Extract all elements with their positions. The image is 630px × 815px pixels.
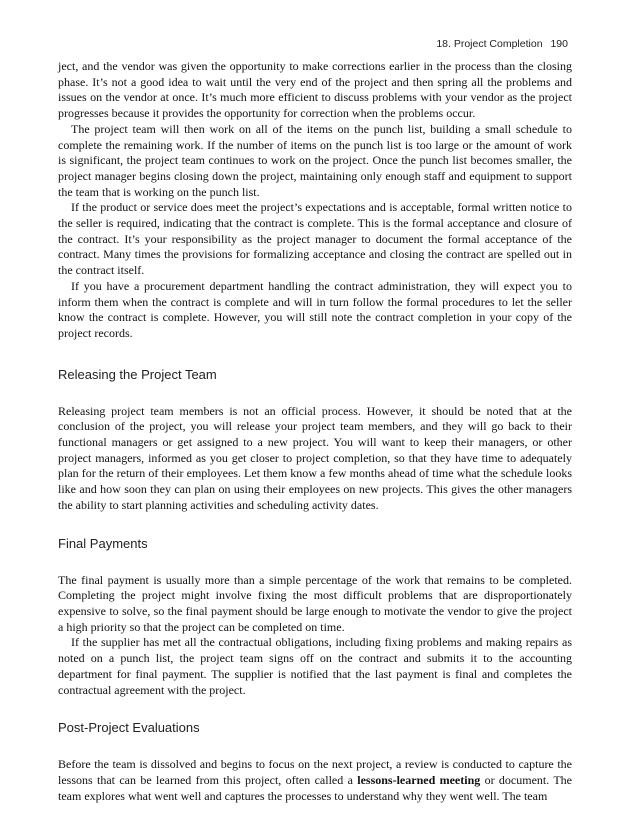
paragraph <box>58 757 572 804</box>
paragraph: The project team will then work on all of the items on the punch list, building a small schedule to complete the remaining work. If the number of items on the punch list is too large or the amount of work is significant, the project team continues to work on the project. Once the punch list becomes smaller, the project manager begins closing down the project, maintaining only enough staff and equipment to support the team that is working on the punch list. <box>58 121 572 199</box>
chapter-title: 18. Project Completion <box>436 38 543 50</box>
paragraph: If the supplier has met all the contractual obligations, including fixing problems and making repairs as noted on a punch list, the project team signs off on the contract and submits it to the accounting department for final payment. The supplier is notified that the last payment is final and completes the contractual agreement with the project. <box>58 635 572 697</box>
key-term: lessons-learned meeting <box>357 772 481 787</box>
paragraph: Releasing project team members is not an official process. However, it should be noted that at the conclusion of the project, you will release your project team members, and they will go back to their functional managers or get assigned to a new project. You will want to keep their managers, or other project managers, informed as you get closer to project completion, so that they have time to adequately plan for the return of their employees. Let them know a few months ahead of time what the schedule looks like and how soon they can plan on using their employees on new projects. This gives the other managers the ability to start planning activities and scheduling activity dates. <box>58 403 572 512</box>
paragraph: ject, and the vendor was given the opportunity to make corrections earlier in the process than the closing phase. It’s not a good idea to wait until the very end of the project and then spring all the problems and issues on the vendor at once. It’s much more efficient to discuss problems with your vendor as the project progresses because it provides the opportunity for correction when the problems occur. <box>58 59 572 121</box>
paragraph: If the product or service does meet the project’s expectations and is acceptable, formal written notice to the seller is required, indicating that the contract is complete. This is the formal acceptance and closure of the contract. It’s your responsibility as the project manager to document the formal acceptance of the contract. Many times the provisions for formalizing acceptance and closing the contract are spelled out in the contract itself. <box>58 200 572 278</box>
section-heading-releasing: Releasing the Project Team <box>58 366 217 382</box>
paragraph: If you have a procurement department handling the contract administration, they will expect you to inform them when the contract is complete and will in turn follow the formal procedures to let the seller know the contract is complete. However, you will still note the contract completion in your copy of the project records. <box>58 278 572 340</box>
page-number: 190 <box>550 38 568 50</box>
section-heading-final-payments: Final Payments <box>58 535 148 551</box>
paragraph: The final payment is usually more than a simple percentage of the work that remains to be completed. Completing the project might involve fixing the most difficult problems that are disproportionately expensive to solve, so the final payment should be large enough to motivate the vendor to give the project a high priority so that the project can be completed on time. <box>58 572 572 634</box>
running-head <box>436 38 568 50</box>
paragraph-text: Before the team is dissolved and begins to focus on the next project, a review is conducted to capture the lessons that can be learned from this project, often called a <box>58 757 572 787</box>
section-heading-post-project: Post-Project Evaluations <box>58 720 200 736</box>
paragraph-text: or document. The team explores what went well and captures the processes to understand why they went well. The team <box>58 772 573 803</box>
page-body <box>58 59 572 804</box>
